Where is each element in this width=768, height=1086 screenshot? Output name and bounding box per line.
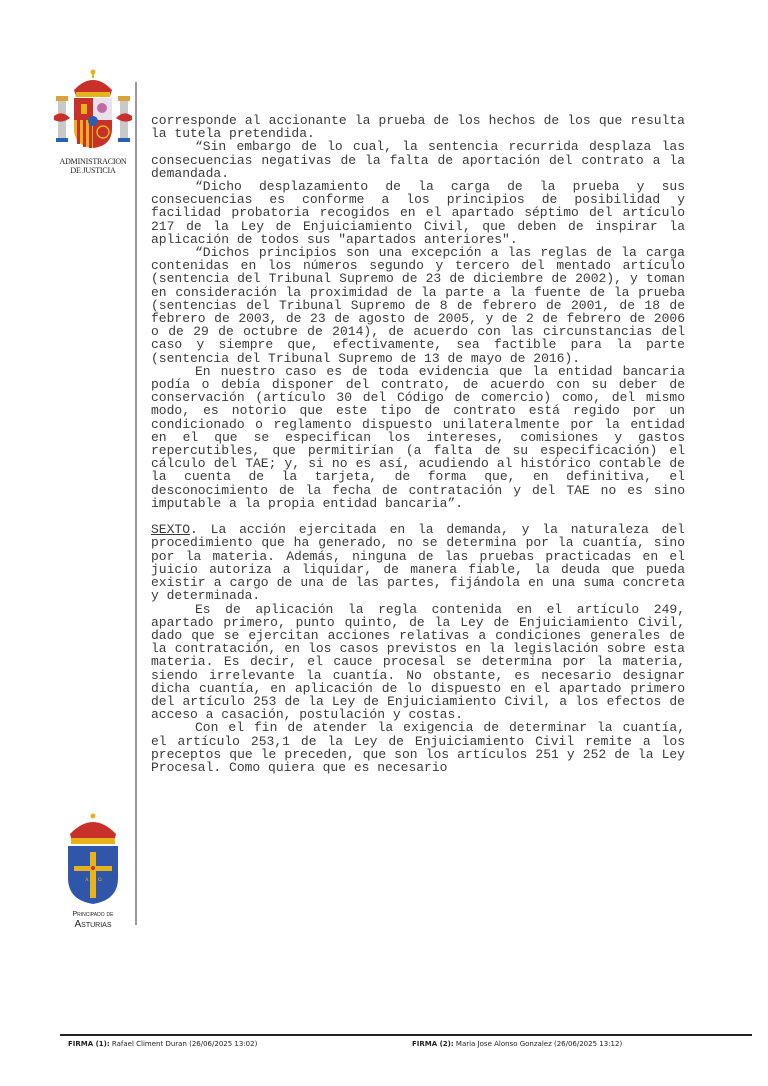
signature-2-label: FIRMA (2): [412, 1040, 454, 1048]
administracion-justicia-logo [50, 66, 136, 176]
signature-1 [68, 1040, 257, 1048]
svg-text:Ω: Ω [98, 878, 102, 883]
paragraph: En nuestro caso es de toda evidencia que la entidad bancaria podía o debía disponer del contrato, de acuerdo con su deber de conservación (artículo 30 del Código de comercio) como, del mismo modo, es notorio que este tipo de contrato está regido por un condicionado o reglamento dispuesto unilateralmente por la entidad en el que se especifican los intereses, comisiones y gastos repercutibles, que permitirían (a falta de su especificación) el cálculo del TAE; y, si no es así, acudiendo al histórico contable de la cuenta de la tarjeta, de forma que, en definitiva, el desconocimiento de la fecha de contratación y del TAE no es sino imputable a la propia entidad bancaria”. [151, 363, 685, 511]
section-heading: SEXTO [151, 522, 191, 538]
section-sexto-paragraph [151, 523, 685, 602]
paragraph: Con el fin de atender la exigencia de determinar la cuantía, el artículo 253,1 de la Ley de Enjuiciamiento Civil remite a los preceptos que le preceden, que son los artículos 251 y 252 de la Ley Procesal. Como quiera que es necesario [151, 720, 685, 775]
signature-1-label: FIRMA (1): [68, 1040, 110, 1048]
spain-coat-of-arms-icon [50, 66, 136, 152]
paragraph: “Sin embargo de lo cual, la sentencia recurrida desplaza las consecuencias negativas de la falta de aportación del contrato a la demandada. [151, 139, 685, 181]
signature-2 [412, 1040, 622, 1048]
margin-rule [135, 82, 137, 925]
paragraph: “Dicho desplazamiento de la carga de la prueba y sus consecuencias es conforme a los principios de posibilidad y facilidad probatoria recogidos en el apartado séptimo del artículo 217 de la Ley de Enjuiciamiento Civil, que deben de inspirar la aplicación de todos sus "apartados anteriores". [151, 179, 685, 247]
paragraph: “Dichos principios son una excepción a las reglas de la carga contenidas en los números segundo y tercero del mentado artículo (sentencia del Tribunal Supremo de 23 de diciembre de 2002), y toman en consideración la proximidad de la parte a la fuente de la prueba (sentencias del Tribunal Supremo de 8 de febrero de 2001, de 18 de febrero de 2003, de 23 de agosto de 2005, y de 2 de febrero de 2006 o de 29 de octubre de 2014), de acuerdo con las circunstancias del caso y siempre que, efectivamente, sea factible para la parte (sentencia del Tribunal Supremo de 13 de mayo de 2016). [151, 245, 685, 366]
logo-bottom-caption: Principado de Asturias [72, 911, 114, 930]
paragraph: Es de aplicación la regla contenida en el artículo 249, apartado primero, punto quinto, de la Ley de Enjuiciamiento Civil, dado que se ejercitan acciones relativas a condiciones generales de la contratación, en los casos previstos en la legislación sobre esta materia. Es decir, el cauce procesal se determina por la materia, siendo irrelevante la cuantía. No obstante, es necesario designar dicha cuantía, en aplicación de lo dispuesto en el apartado primero del artículo 253 de la Ley de Enjuiciamiento Civil, a los efectos de acceso a casación, postulación y costas. [151, 601, 685, 723]
signature-1-value: Rafael Climent Duran (26/06/2025 13:02) [111, 1040, 258, 1048]
principado-asturias-logo [58, 812, 128, 936]
asturias-coat-of-arms-icon [58, 812, 128, 906]
paragraph: corresponde al accionante la prueba de los hechos de los que resulta la tutela pretendida. [151, 113, 685, 142]
section-text: . La acción ejercitada en la demanda, y la naturaleza del procedimiento que ha generado, no se determina por la cuantía, sino por la materia. Además, ninguna de las pruebas practicadas en el juicio autoriza a liquidar, de manera fiable, la deuda que pueda existir a cargo de una de las partes, fijándola en una suma concreta y determinada. [151, 522, 685, 604]
logo-top-caption: ADMINISTRACION DE JUSTICIA [59, 157, 127, 175]
footer-rule [60, 1034, 752, 1036]
signature-2-value: Maria Jose Alonso Gonzalez (26/06/2025 13:12) [455, 1040, 623, 1048]
document-body [151, 114, 685, 774]
svg-text:A: A [85, 878, 89, 883]
